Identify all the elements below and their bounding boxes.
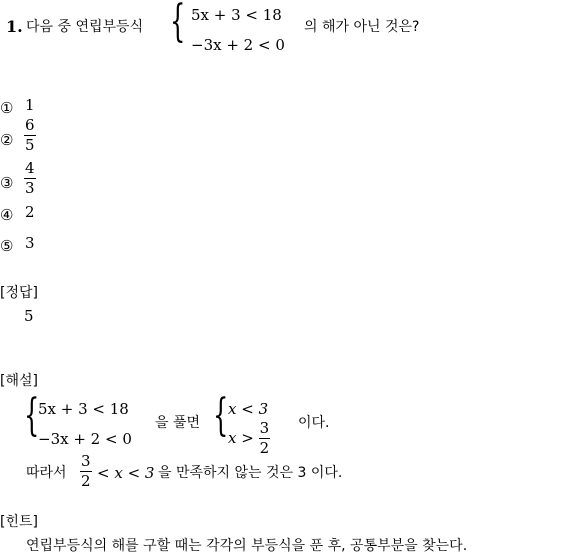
choice-2-fraction [24, 118, 36, 153]
explanation-heading: [해설] [0, 373, 38, 389]
choice-3-den: 3 [25, 179, 35, 197]
expl-system2-num: 3 [259, 419, 270, 437]
question-prompt-after: 의 해가 아닌 것은? [304, 19, 420, 35]
choice-3-mark: ③ [0, 174, 14, 192]
expl-line2-fraction [80, 454, 92, 489]
question-prompt-before: 다음 중 연립부등식 [26, 19, 144, 35]
expl-system2-den: 2 [259, 439, 270, 457]
hint-heading: [힌트] [0, 514, 38, 530]
expl-line2-inequality: < x < 3 [97, 464, 155, 482]
expl-system1-line-2: −3x + 2 < 0 [38, 430, 132, 448]
hint-text: 연립부등식의 해를 구할 때는 각각의 부등식을 푼 후, 공통부분을 찾는다. [26, 538, 468, 554]
choice-2-num: 6 [25, 116, 35, 134]
choice-2-den: 5 [25, 136, 35, 154]
choice-5-value: 3 [25, 234, 35, 252]
question-number: 1. [6, 17, 23, 36]
expl-solve-text: 을 풀면 [155, 415, 201, 431]
answer-value: 5 [24, 307, 34, 325]
expl-line2-prefix: 따라서 [26, 465, 67, 481]
expl-left-brace-1: { [24, 390, 40, 441]
choice-4-value: 2 [25, 203, 35, 221]
expl-line2-suffix: 을 만족하지 않는 것은 3 이다. [158, 465, 343, 481]
choice-5-mark: ⑤ [0, 237, 14, 255]
expl-line2-num: 3 [81, 452, 91, 470]
choice-3-fraction [24, 161, 36, 196]
system-line-1: 5x + 3 < 18 [191, 6, 282, 24]
expl-system2-line-2 [228, 421, 270, 456]
answer-heading: [정답] [0, 285, 38, 301]
expl-end-text: 이다. [298, 415, 330, 431]
expl-system2-ineq: x > [228, 429, 254, 447]
expl-line2-den: 2 [81, 472, 91, 490]
left-brace: { [170, 0, 186, 47]
choice-1-value: 1 [25, 96, 35, 114]
choice-1-mark: ① [0, 99, 14, 117]
choice-3-num: 4 [25, 159, 35, 177]
expl-left-brace-2: { [213, 390, 229, 441]
system-line-2: −3x + 2 < 0 [191, 36, 285, 54]
choice-4-mark: ④ [0, 206, 14, 224]
expl-system2-line-1: x < 3 [228, 400, 269, 418]
choice-2-mark: ② [0, 131, 14, 149]
expl-system1-line-1: 5x + 3 < 18 [38, 400, 129, 418]
